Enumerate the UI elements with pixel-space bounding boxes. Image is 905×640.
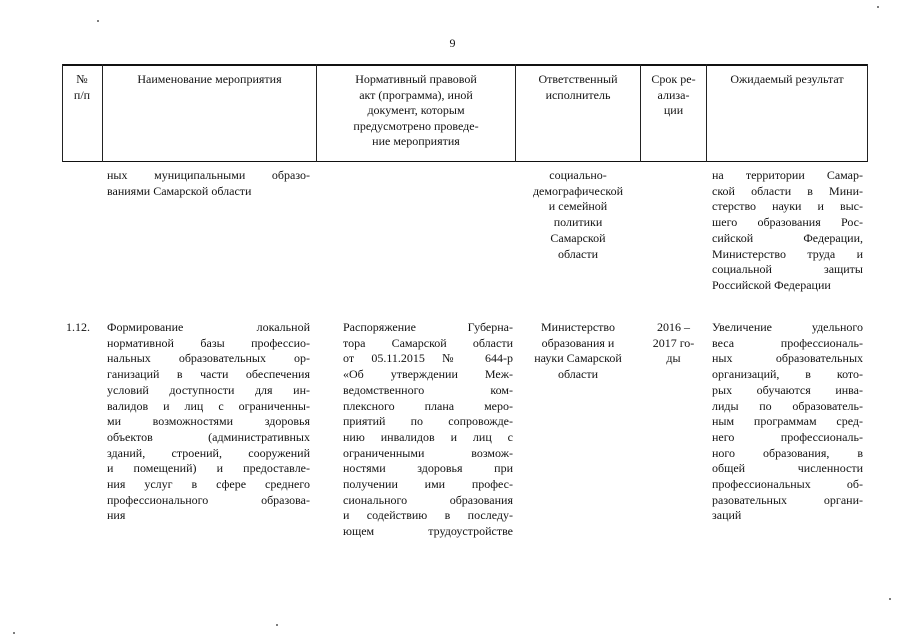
row-number: 1.12. <box>66 320 90 334</box>
continuation-result: на территории Самар- ской области в Мини- стерство науки и выс- шего образования Рос- сийской Федерации, Министерство труда и социальной защиты Российской Федерации <box>712 168 863 292</box>
row-expected-result: Увеличение удельного веса профессиональ- ных образовательных организаций, в кото- рых обучаются инва- лиды по образователь- ным программам сред- него профессиональ- ного образования, в общей численности профессиональных об- разовательных органи- заций <box>712 320 863 523</box>
scan-speck <box>877 6 879 8</box>
header-term: Срок ре- ализа- ции <box>651 72 696 117</box>
header-bottom-border <box>62 161 868 162</box>
continuation-executor: социально- демографической и семейной политики Самарской области <box>532 168 624 261</box>
header-number: № п/п <box>73 72 91 102</box>
header-legal-act: Нормативный правовой акт (программа), иной документ, которым предусмотрено проведе- ние мероприятия <box>353 72 479 148</box>
row-legal-act: Распоряжение Губерна- тора Самарской области от 05.11.2015 № 644-р «Об утверждении Меж- ведомственного ком- плексного плана меро- приятий по сопровожде- нию инвалидов и лиц с ограниченными возмож- ностями здоровья при получении ими профес- сионального образования и содействию в последу- ющем трудоустройстве <box>343 320 513 539</box>
scan-speck <box>889 598 891 600</box>
col-border-right <box>867 64 868 162</box>
header-executor: Ответственный исполнитель <box>538 72 618 102</box>
row-activity-name: Формирование локальной нормативной базы профессио- нальных образовательных ор- ганизаций в части обеспечения условий доступности для ин- валидов и лиц с ограниченны- ми возможностями здоровья объектов (административных зданий, строений, сооружений и помещений) и предоставле- ния услуг в сфере среднего профессионального образова- ния <box>107 320 310 523</box>
row-executor: Министерство образования и науки Самарской области <box>534 320 622 382</box>
header-expected-result: Ожидаемый результат <box>730 72 844 86</box>
page-number: 9 <box>449 36 456 50</box>
header-activity-name: Наименование мероприятия <box>137 72 282 86</box>
row-term: 2016 – 2017 го- ды <box>652 320 695 366</box>
scan-speck <box>97 20 99 22</box>
scan-speck <box>13 632 15 634</box>
continuation-name: ных муниципальными образо- ваниями Самарской области <box>107 168 310 198</box>
scan-speck <box>276 624 278 626</box>
table-top-border <box>62 64 868 66</box>
